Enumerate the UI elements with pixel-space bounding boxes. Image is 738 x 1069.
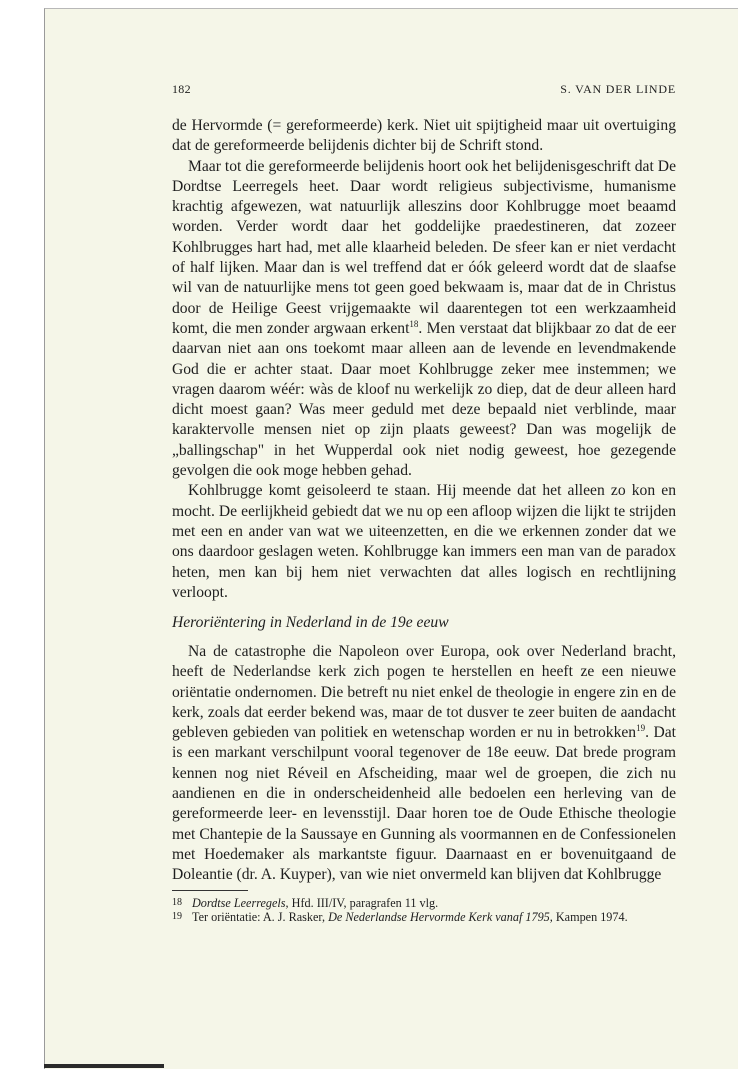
footnote-reference[interactable]: 19 [636,723,646,733]
paragraph-text: de Hervormde (= gereformeerde) kerk. Niet uit spijtigheid maar uit overtuiging dat de gereformeerde belijdenis dichter bij de Schrift stond. [172,117,676,155]
paragraph-text: . Dat is een markant verschilpunt vooral tegenover de 18e eeuw. Dat brede program kennen nog niet Réveil en Afscheiding, maar wel de groepen, die zich nu aandienen en die in onderscheidenheid alle bedoelen een herleving van de gereformeerde leer- en levensstijl. Daar horen toe de Oude Ethische theologie met Chantepie de la Saussaye en Gunning als voormannen en de Confessionelen met Hoedemaker als markantste figuur. Daarnaast en er bovenuitgaand de Doleantie (dr. A. Kuyper), van wie niet onvermeld kan blijven dat Kohlbrugge [172,724,677,884]
paragraph-text: Na de catastrophe die Napoleon over Europa, ook over Nederland bracht, heeft de Nederlandse kerk zich pogen te herstellen en heeft ze een nieuwe oriëntatie ondernomen. Die betreft nu niet enkel de theologie in engere zin en de kerk, zoals dat eerder bekend was, maar de tot dusver te zeer buiten de aandacht gebleven gebieden van politiek en wetenschap worden er nu in betrokken [172,643,676,742]
body-text-top [172,116,676,603]
page-number: 182 [172,82,191,96]
footnote-rest: Hfd. III/IV, paragrafen 11 vlg. [288,896,439,910]
footnote-rest: Kampen 1974. [552,910,628,924]
paragraph [172,642,676,886]
footnote [172,910,676,924]
paragraph [172,116,676,157]
footnote-number: 19 [172,911,182,922]
scan-edge-mark [44,1064,164,1068]
paragraph-text: . Men verstaat dat blijkbaar zo dat de eer daarvan niet aan ons toekomt maar alleen aan de levende en levendmakende God die er achter staat. Daar moet Kohlbrugge zeker mee instemmen; we vragen daarom wéér: wàs de kloof nu werkelijk zo diep, dat de deur alleen hard dicht moest gaan? Was meer geduld met deze bepaald niet verblinde, maar karaktervolle mensen niet op zijn plaats geweest? Dan was mogelijk de „ballingschap" in het Wupperdal ook niet nodig geweest, hoe gezegende gevolgen die ook moge hebben gehad. [172,319,677,480]
footnote-number: 18 [172,897,182,908]
footnote-text [192,896,676,910]
footnote-title: De Nederlandse Hervormde Kerk vanaf 1795, [328,910,553,924]
footnotes [172,896,676,924]
footnote-reference[interactable]: 18 [409,318,419,329]
body-text-bottom [172,642,676,886]
paragraph [172,157,676,482]
running-head: S. VAN DER LINDE [560,82,676,96]
paragraph [172,481,676,603]
footnote-text [192,910,676,924]
footnote-pre: Ter oriëntatie: A. J. Rasker, [192,910,329,924]
footnote-title: Dordtse Leerregels, [192,896,289,910]
paragraph-text: Maar tot die gereformeerde belijdenis hoort ook het belijdenisgeschrift dat De Dordtse Leerregels heet. Daar wordt religieus subjectivisme, humanisme krachtig afgewezen, wat natuurlijk alleszins door Kohlbrugge moet beaamd worden. Verder wordt daar het goddelijke praedestineren, dat zozeer Kohlbrugges hart had, met alle klaarheid beleden. De sfeer kan er niet verdacht of half lijken. Maar dan is wel treffend dat er óók geleerd wordt dat de slaafse wil van de natuurlijke mens tot geen goed bekwaam is, maar dat de in Christus door de Heilige Geest vrijgemaakte wil daarentegen tot een werkzaamheid komt, die men zonder argwaan erkent [172,157,676,337]
page-header [172,82,676,97]
paragraph-text: Kohlbrugge komt geisoleerd te staan. Hij meende dat het alleen zo kon en mocht. De eerlijkheid gebiedt dat we nu op een afloop wijzen die lijkt te strijden met een en ander van wat we uiteenzetten, en die we erkennen zonder dat we ons daardoor geslagen weten. Kohlbrugge kan immers een man van de paradox heten, men kan bij hem niet verwachten dat alles logisch en rechtlijning verloopt. [172,482,676,601]
footnote-divider [172,890,248,891]
section-heading: Heroriëntering in Nederland in de 19e eeuw [172,614,449,631]
footnote [172,896,676,910]
